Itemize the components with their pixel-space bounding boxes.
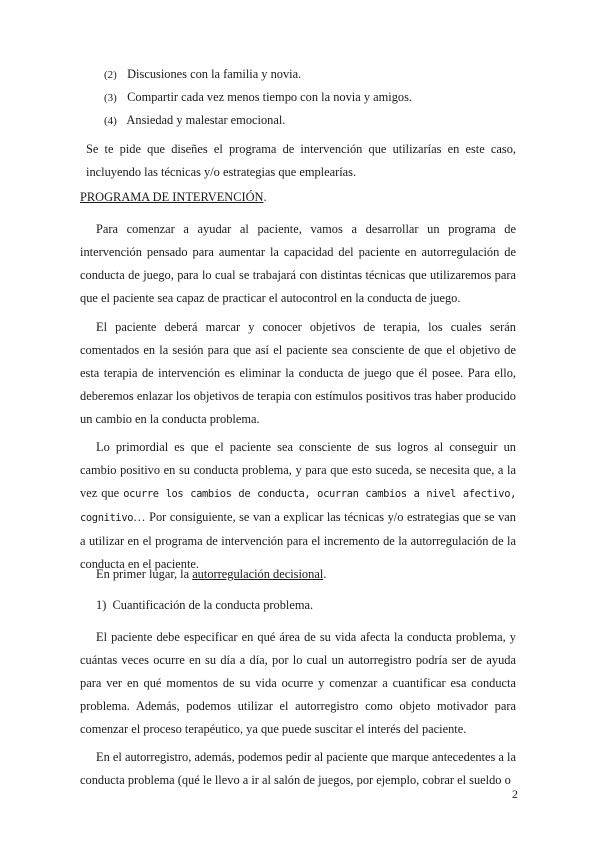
paragraph-quantification: El paciente debe especificar en qué área de su vida afecta la conducta problema, y cuántas veces ocurre en su día a día, por lo cual un autorregistro podría ser de ayuda para ver en qué momentos de su vida ocurre y comenzar a cuantificar esa conducta problema. Además, podemos utilizar el autorregistro como objeto motivador para comenzar el proceso terapéutico, ya que puede suscitar el interés del paciente.: [80, 630, 516, 736]
page-number: 2: [512, 787, 518, 801]
list-item: [104, 109, 412, 132]
paragraph-objectives: El paciente deberá marcar y conocer objetivos de terapia, los cuales serán comentados en la sesión para que así el paciente sea consciente de que el objetivo de esta terapia de intervención es eliminar la conducta de juego que él posee. Para ello, deberemos enlazar los objetivos de terapia con estímulos positivos tras haber producido un cambio en la conducta problema.: [80, 320, 516, 426]
section-heading-text: PROGRAMA DE INTERVENCIÓN: [80, 190, 264, 204]
paragraph-intro: Para comenzar a ayudar al paciente, vamos a desarrollar un programa de intervención pensado para aumentar la capacidad del paciente en autorregulación de conducta de juego, para lo cual se trabajará con distintas técnicas que utilizaremos para que el paciente sea capaz de practicar el autocontrol en la conducta de juego.: [80, 222, 516, 305]
numbered-item-text: Cuantificación de la conducta problema.: [112, 598, 314, 612]
paragraph-achievements: [80, 436, 516, 576]
prompt-paragraph: Se te pide que diseñes el programa de intervención que utilizarías en este caso, incluyendo las técnicas y/o estrategias que emplearías.: [86, 142, 516, 179]
paragraph-first-place-start: En primer lugar, la: [96, 567, 193, 581]
list-item: [104, 86, 412, 109]
list-item-text: Discusiones con la familia y novia.: [127, 67, 302, 81]
paragraph-first-place: [80, 563, 516, 586]
handwritten-phrase: ocurre los cambios de conducta, ocurran cambios a nivel afectivo, cognitivo: [80, 488, 517, 524]
symptom-list: [104, 63, 412, 132]
numbered-item: [96, 594, 313, 617]
section-heading: [80, 186, 267, 209]
decisional-selfregulation-link: autorregulación decisional: [192, 567, 324, 581]
paragraph-selfrecord: En el autorregistro, además, podemos pedir al paciente que marque antecedentes a la conducta problema (qué le llevo a ir al salón de juegos, por ejemplo, cobrar el sueldo o: [80, 750, 516, 787]
list-item-text: Ansiedad y malestar emocional.: [126, 113, 286, 127]
list-item-number: (2): [104, 69, 117, 81]
numbered-item-number: 1): [96, 598, 107, 612]
paragraph-achievements-start: Lo primordial es que el paciente sea consciente de sus logros al conseguir un cambio positivo en su conducta problema, y para que esto suceda, se necesita que, a la vez que: [80, 440, 516, 500]
list-item-text: Compartir cada vez menos tiempo con la novia y amigos.: [127, 90, 413, 104]
paragraph-achievements-end: … Por consiguiente, se van a explicar las técnicas y/o estrategias que se van a utilizar en el programa de intervención para el incremento de la autorregulación de la conducta en el paciente.: [80, 510, 516, 571]
paragraph-first-place-end: .: [323, 567, 327, 581]
section-heading-suffix: .: [263, 190, 267, 204]
list-item: [104, 63, 412, 86]
list-item-number: (3): [104, 92, 117, 104]
list-item-number: (4): [104, 115, 117, 127]
